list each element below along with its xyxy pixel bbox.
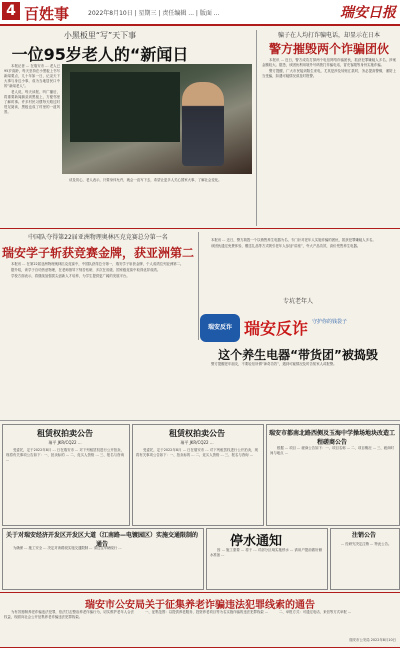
ad3-body	[270, 446, 394, 522]
brand-logo: 瑞安日报	[340, 5, 396, 21]
story1-para: 本报记者 ... 在瑞安市 ... 老人已95岁高龄，每天坚持在小黑板上书写新闻要点，几十年如一日，记录天下大事与身边小事，成为当地居民口中的“新闻老人”。	[4, 64, 60, 88]
story2-kicker: 骗子在人均打诈骗电话，却显示在日本	[277, 32, 380, 39]
story4-para: 该团伙通过免费体验、赠送礼品等方式吸引老年人参加“讲座”，夸大产品功效，高价兜售养生电器。	[211, 244, 361, 248]
divider	[0, 420, 400, 421]
divider	[0, 592, 400, 593]
story2-title: 警方摧毁两个诈骗团伙	[268, 42, 389, 56]
ad5-body	[210, 548, 322, 586]
ad5-title: 停水通知	[230, 534, 283, 549]
story4-title: 这个养生电器“带货团”被捣毁	[218, 348, 378, 362]
story5-title: 瑞安市公安局关于征集养老诈骗违法犯罪线索的通告	[85, 600, 315, 611]
story5-date: 瑞安市公安局 2022年8月10日	[349, 638, 396, 642]
story5-para: 一、征集范围：以提供养老服务、投资养老项目等为名实施诈骗的违法犯罪线索 ...	[145, 610, 268, 614]
story2-para: 本报讯 ... 近日，警方成功打掉两个电信网络诈骗团伙，抓获犯罪嫌疑人多名，涉案金额较大。据悉，该团伙利用境外号码拨打诈骗电话，冒充客服等身份实施诈骗。	[262, 58, 396, 67]
date-line: 2022年8月10日 | 星期三 | 责任编辑 ... | 版面 ...	[88, 10, 220, 17]
story4-para: 警方提醒老年朋友，不要轻信所谓“神奇功效”，遇到可疑情况及时告知家人或报警。	[211, 362, 337, 366]
badge-title: 瑞安反诈	[244, 319, 309, 338]
divider	[256, 30, 257, 226]
story3-body	[4, 262, 192, 340]
story3-para: 学校方面表示，将继续加强拔尖创新人才培养，为学生提供更广阔的发展平台。	[11, 274, 130, 278]
story4-body-bottom	[204, 362, 392, 418]
page-number: 4	[2, 2, 20, 20]
story5-body-2	[138, 610, 268, 646]
anti-fraud-badge	[200, 314, 396, 342]
story3-kicker: 中国队夺得第22届亚洲物理奥林匹克竞赛总分第一名	[28, 234, 168, 241]
story4-kicker: 专坑老年人	[282, 298, 313, 305]
ad1-title: 租赁权拍卖公告	[37, 429, 93, 438]
ad6-body	[334, 542, 394, 586]
story1-body-2	[62, 178, 252, 224]
story1-para: 老人说，每天读报、听广播后，将重要新闻摘录到黑板上，方便邻里了解时事。许多村民习惯每天路过时驻足阅读，黑板也成了村里的一道风景。	[4, 90, 60, 114]
story4-body-top	[204, 238, 392, 292]
ad4-para: 为确保 ... 施工安全 ... 决定对该路段实施交通限制 ... 请过往车辆绕行 ...	[13, 546, 122, 550]
story1-photo	[62, 64, 252, 174]
story4-para: 本报讯 ... 近日，警方捣毁一个以销售养生电器为名、专门针对老年人实施诈骗的团伙，抓获犯罪嫌疑人多名。	[211, 238, 376, 242]
divider	[0, 228, 400, 229]
story1-body	[4, 64, 60, 224]
badge-subtitle: 守护你的钱袋子	[312, 319, 348, 325]
ad6-title: 注销公告	[351, 532, 376, 539]
story3-para: 据介绍，该学子自幼热爱物理，在老师指导下刻苦钻研，多次在省级、国家级竞赛中取得优异成绩。	[11, 268, 161, 272]
ad4-title: 关于对瑞安经济开发区开发区大道（江南路—电镀园区）实施交通限制的通告	[5, 532, 198, 548]
ad3-title: 瑞安市都南北路西侧及玉海中学操场地块改造工程磋商公告	[268, 430, 395, 446]
ad2-body	[136, 448, 258, 522]
ad2-para: 受委托，定于2022年8月 ... 日在瑞安市 ... 对下列租赁权进行公开拍卖，现将有关事项公告如下：一、拍卖标的 ... 二、竞买人资格 ... 三、报名与咨询 ...	[136, 448, 258, 457]
ad6-para: ... 经研究决定注销 ... 特此公告。	[341, 542, 392, 546]
old-man-image	[182, 82, 224, 166]
ad2-sub: 瑞平 JKR/CQ22 ...	[180, 440, 214, 445]
story3-title: 瑞安学子斩获竞赛金牌，获亚洲第二	[1, 246, 194, 260]
ad1-para: 受委托，定于2022年8月 ... 日在瑞安市 ... 对下列租赁权进行公开拍卖，现将有关事项公告如下：一、拍卖标的 ... 二、竞买人资格 ... 三、报名与咨询 ...	[6, 448, 124, 462]
ad1-body	[6, 448, 124, 522]
story1-para: 谈及初心，老人表示，只要身体允许，就会一直写下去，希望让更多人关心国家大事、了解社会变化。	[69, 178, 222, 182]
story2-para: 警方提醒，广大市民接到陌生来电，尤其是涉及转账汇款时，务必提高警惕，谨防上当受骗，如遇可疑情况请及时报警。	[262, 69, 396, 78]
story1-kicker: 小黑板里“写”天下事	[63, 31, 137, 40]
ad5-para: 因 ... 施工需要 ... 将于 ... 对部分区域实施停水 ... 请用户提前做好储水准备 ...	[210, 548, 322, 557]
story2-body	[262, 58, 396, 226]
story5-para: 二、举报方式：可通过电话、来信等方式举报 ...	[279, 610, 352, 614]
page-header	[0, 0, 400, 26]
divider	[198, 232, 199, 340]
section-title: 百姓事	[24, 5, 70, 23]
ad2-title: 租赁权拍卖公告	[169, 429, 225, 438]
ad3-para: 根据 ... 项目 ... 磋商公告如下：一、项目名称 ... 二、项目概况 ... 三、磋商时间与地点 ...	[270, 446, 394, 455]
blackboard-image	[70, 72, 180, 142]
shield-icon: 瑞安反诈	[200, 314, 240, 342]
story3-para: 本报讯 ... 在第22届亚洲物理奥林匹克竞赛中，中国队获得总分第一，瑞安学子斩获金牌，个人成绩位列亚洲第二。	[11, 262, 184, 266]
story5-para: 为有效遏制养老诈骗违法犯罪，依法打击整治养老诈骗行为，切实维护老年人合法权益，现面向社会公开征集养老诈骗违法犯罪线索。	[4, 610, 134, 619]
page-footer	[0, 647, 400, 656]
ad4-body	[6, 546, 198, 586]
story5-body-1	[4, 610, 134, 646]
story1-title: 一位95岁老人的“新闻日	[11, 45, 189, 64]
story5-body-3	[272, 610, 396, 638]
ad1-sub: 瑞平 JKR/CQ22 ...	[48, 440, 82, 445]
